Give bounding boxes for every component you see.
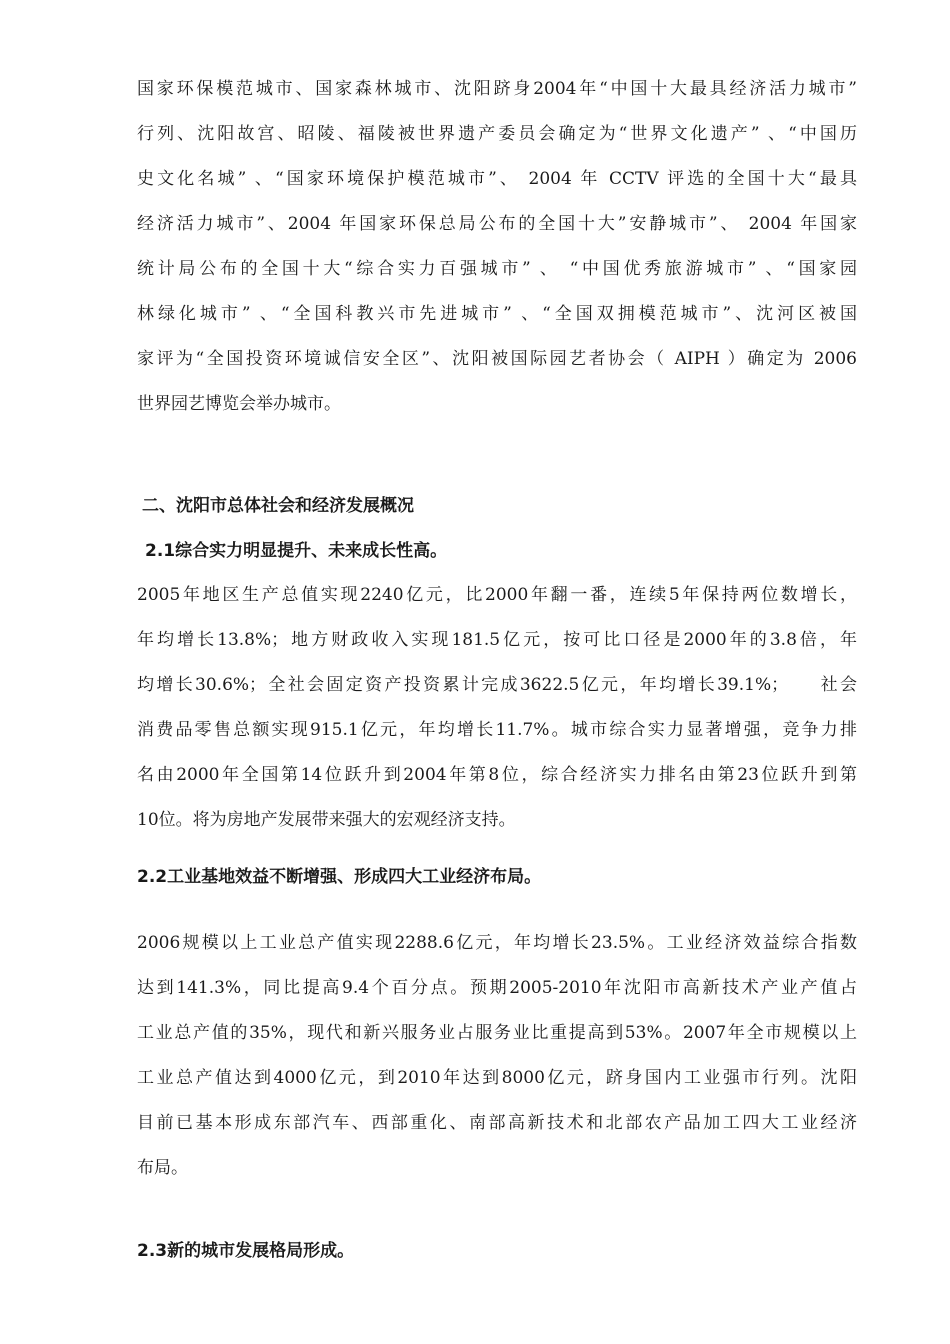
paragraph-line: 林绿化城市” 、“全国科教兴市先进城市” 、“全国双拥模范城市”、沈河区被国 <box>137 304 857 324</box>
paragraph-line: 10位。将为房地产发展带来强大的宏观经济支持。 <box>137 810 516 830</box>
paragraph-line: 达到141.3%，同比提高9.4个百分点。预期2005-2010年沈阳市高新技术产业产值占 <box>137 978 857 998</box>
paragraph-line: 统计局公布的全国十大“综合实力百强城市” 、 “中国优秀旅游城市” 、“国家园 <box>137 259 857 279</box>
paragraph-line: 家评为“全国投资环境诚信安全区”、沈阳被国际园艺者协会（ AIPH ）确定为 2006 <box>137 349 857 369</box>
paragraph-line: 工业总产值的35%，现代和新兴服务业占服务业比重提高到53%。2007年全市规模以上 <box>137 1023 857 1043</box>
paragraph-line: 工业总产值达到4000亿元，到2010年达到8000亿元，跻身国内工业强市行列。沈阳 <box>137 1068 857 1088</box>
paragraph-line: 行列、沈阳故宫、昭陵、福陵被世界遗产委员会确定为“世界文化遗产” 、“中国历 <box>137 124 857 144</box>
paragraph-line: 史文化名城” 、“国家环境保护模范城市”、 2004 年 CCTV 评选的全国十大“最具 <box>137 169 857 189</box>
paragraph-line: 布局。 <box>137 1158 188 1178</box>
paragraph-line: 2005年地区生产总值实现2240亿元，比2000年翻一番，连续5年保持两位数增长， <box>137 585 857 605</box>
paragraph-line: 国家环保模范城市、国家森林城市、沈阳跻身2004年“中国十大最具经济活力城市” <box>137 79 857 99</box>
paragraph-line: 目前已基本形成东部汽车、西部重化、南部高新技术和北部农产品加工四大工业经济 <box>137 1113 857 1133</box>
subsection-heading: 2.1综合实力明显提升、未来成长性高。 <box>145 541 448 561</box>
paragraph-line: 均增长30.6%；全社会固定资产投资累计完成3622.5亿元，年均增长39.1%； 社会 <box>137 675 857 695</box>
paragraph-line: 年均增长13.8%；地方财政收入实现181.5亿元，按可比口径是2000年的3.8倍，年 <box>137 630 857 650</box>
paragraph-line: 经济活力城市”、2004 年国家环保总局公布的全国十大”安静城市”、 2004 年国家 <box>137 214 857 234</box>
paragraph-line: 世界园艺博览会举办城市。 <box>137 394 341 414</box>
subsection-heading: 2.2工业基地效益不断增强、形成四大工业经济布局。 <box>137 867 542 887</box>
section-heading: 二、沈阳市总体社会和经济发展概况 <box>142 496 414 516</box>
paragraph-line: 消费品零售总额实现915.1亿元，年均增长11.7%。城市综合实力显著增强，竞争力排 <box>137 720 857 740</box>
paragraph-line: 名由2000年全国第14位跃升到2004年第8位，综合经济实力排名由第23位跃升到第 <box>137 765 857 785</box>
subsection-heading: 2.3新的城市发展格局形成。 <box>137 1241 355 1261</box>
paragraph-line: 2006规模以上工业总产值实现2288.6亿元，年均增长23.5%。工业经济效益综合指数 <box>137 933 857 953</box>
